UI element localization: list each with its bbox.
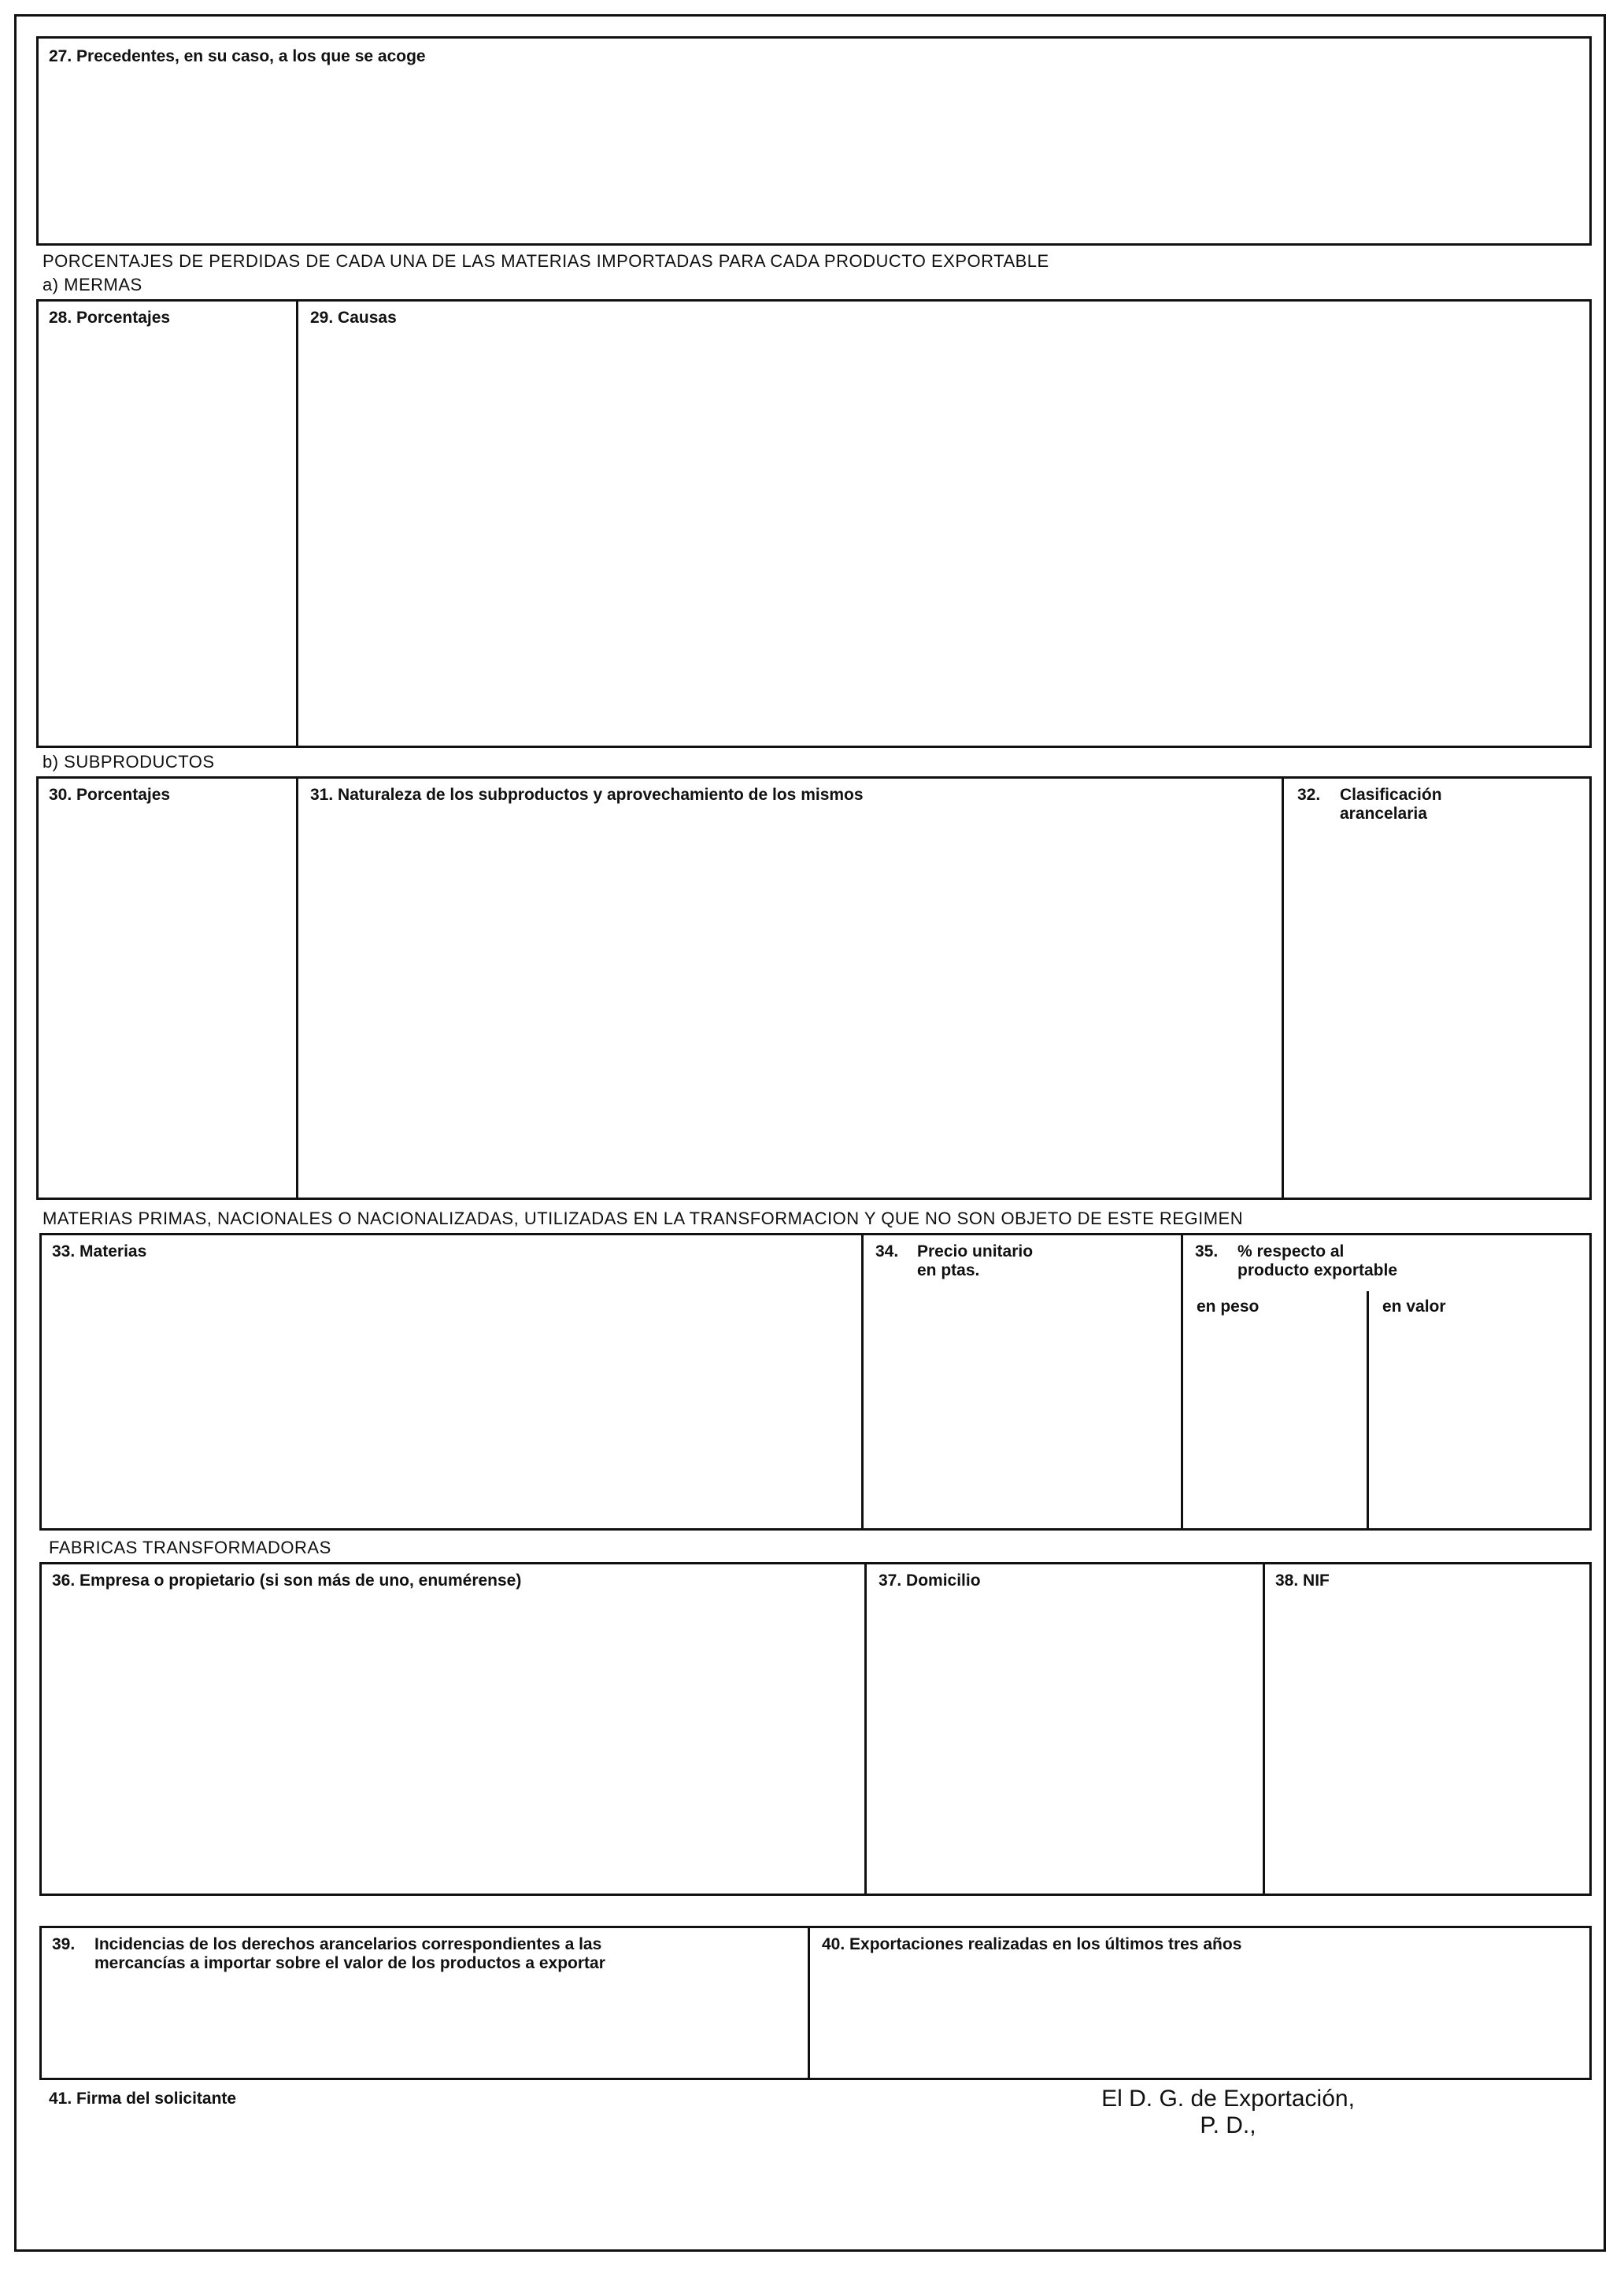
field-38-number: 38. <box>1275 1571 1299 1590</box>
field-34-line1: Precio unitario <box>917 1242 1034 1261</box>
field-35-peso-area[interactable] <box>1183 1291 1367 1528</box>
signature-pd: P. D., <box>1200 2112 1256 2138</box>
field-27-label <box>49 47 426 66</box>
field-32-line2: arancelaria <box>1340 805 1427 823</box>
field-40-text: Exportaciones realizadas en los últimos tres años <box>849 1935 1242 1953</box>
field-33-number: 33. <box>52 1242 76 1261</box>
field-27-number: 27. <box>49 47 72 65</box>
field-36-label <box>52 1571 521 1590</box>
field-38-area[interactable] <box>1265 1564 1589 1894</box>
field-39-line1: Incidencias de los derechos arancelarios correspondientes a las <box>94 1935 602 1953</box>
field-34-area[interactable] <box>864 1235 1181 1528</box>
field-41-number: 41. <box>49 2090 72 2108</box>
field-35-valor-area[interactable] <box>1369 1291 1589 1528</box>
field-31-text: Naturaleza de los subproductos y aprovechamiento de los mismos <box>338 786 864 804</box>
section-losses-title: PORCENTAJES DE PERDIDAS DE CADA UNA DE LAS MATERIAS IMPORTADAS PARA CADA PRODUCTO EXPORTABLE <box>43 251 1049 271</box>
field-30-label <box>49 786 170 805</box>
field-35-line1: % respecto al <box>1237 1242 1345 1261</box>
field-41-text: Firma del solicitante <box>76 2090 237 2108</box>
field-34-line2: en ptas. <box>917 1261 980 1279</box>
subproductos-title: b) SUBPRODUCTOS <box>43 752 215 772</box>
field-37-area[interactable] <box>867 1564 1263 1894</box>
section-materias-title: MATERIAS PRIMAS, NACIONALES O NACIONALIZADAS, UTILIZADAS EN LA TRANSFORMACION Y QUE NO SON OBJETO DE ESTE REGIMEN <box>43 1209 1244 1228</box>
field-33-label <box>52 1242 146 1261</box>
field-37-number: 37. <box>879 1571 902 1590</box>
field-28-label <box>49 309 170 328</box>
field-31-area[interactable] <box>298 779 1282 1198</box>
field-29-text: Causas <box>338 309 397 327</box>
field-27-box[interactable] <box>36 36 1592 246</box>
section-fabricas-title: FABRICAS TRANSFORMADORAS <box>49 1538 331 1557</box>
field-28-number: 28. <box>49 309 72 327</box>
field-35-number: 35. <box>1195 1242 1219 1261</box>
field-38-label <box>1275 1571 1330 1590</box>
field-35-sub-valor: en valor <box>1382 1298 1446 1316</box>
field-33-area[interactable] <box>42 1235 861 1528</box>
field-30-text: Porcentajes <box>76 786 171 804</box>
field-35-sub-peso: en peso <box>1197 1298 1260 1316</box>
field-28-text: Porcentajes <box>76 309 171 327</box>
field-30-number: 30. <box>49 786 72 804</box>
field-37-label <box>879 1571 981 1590</box>
field-29-label <box>310 309 397 328</box>
field-39-number: 39. <box>52 1935 76 1953</box>
field-37-text: Domicilio <box>906 1571 981 1590</box>
field-32-area[interactable] <box>1284 779 1589 1198</box>
signature-title: El D. G. de Exportación, <box>1101 2086 1355 2112</box>
field-28-area[interactable] <box>39 302 296 746</box>
field-31-number: 31. <box>310 786 334 804</box>
field-33-text: Materias <box>80 1242 147 1261</box>
field-29-area[interactable] <box>298 302 1589 746</box>
field-32-number: 32. <box>1297 786 1321 804</box>
field-41-label <box>49 2090 236 2108</box>
field-40-label <box>822 1935 1241 1954</box>
field-36-area[interactable] <box>42 1564 864 1894</box>
field-38-text: NIF <box>1303 1571 1330 1590</box>
field-27-text: Precedentes, en su caso, a los que se acoge <box>76 47 426 65</box>
mermas-title: a) MERMAS <box>43 275 142 294</box>
field-34-number: 34. <box>875 1242 899 1261</box>
field-39-line2: mercancías a importar sobre el valor de los productos a exportar <box>94 1954 605 1972</box>
field-30-area[interactable] <box>39 779 296 1198</box>
field-40-number: 40. <box>822 1935 845 1953</box>
field-36-text: Empresa o propietario (si son más de uno, enumérense) <box>80 1571 522 1590</box>
field-35-line2: producto exportable <box>1237 1261 1398 1279</box>
field-31-label <box>310 786 864 805</box>
field-32-line1: Clasificación <box>1340 786 1442 804</box>
field-29-number: 29. <box>310 309 334 327</box>
field-36-number: 36. <box>52 1571 76 1590</box>
